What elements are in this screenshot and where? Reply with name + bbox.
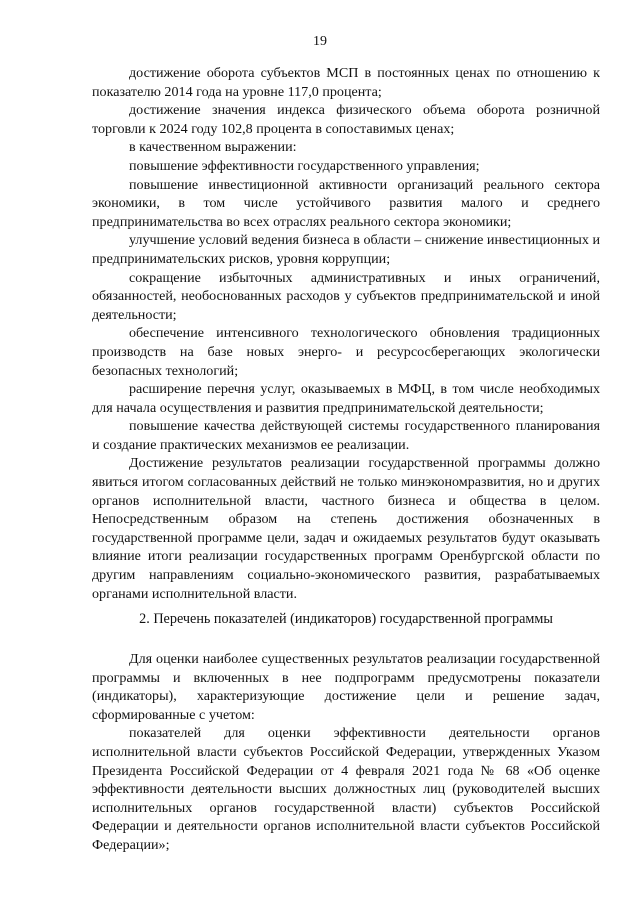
paragraph: повышение качества действующей системы государственного планирования и создание практических механизмов ее реализации. <box>92 418 600 453</box>
page-number: 19 <box>313 34 327 49</box>
paragraph: достижение значения индекса физического объема оборота розничной торговли к 2024 году 102,8 процента в сопоставимых ценах; <box>92 102 600 137</box>
paragraph: в качественном выражении: <box>129 139 297 156</box>
body-text-bottom <box>92 650 600 855</box>
paragraph: расширение перечня услуг, оказываемых в МФЦ, в том числе необходимых для начала осуществления и развития предпринимательской деятельности; <box>92 381 600 416</box>
paragraph: Для оценки наиболее существенных результатов реализации государственной программы и включенных в нее подпрограмм предусмотрены показатели (индикаторы), характеризующие достижение цели и решение задач, сформированные с учетом: <box>92 651 600 723</box>
paragraph: сокращение избыточных административных и иных ограничений, обязанностей, необоснованных расходов у субъектов предпринимательской и иной деятельности; <box>92 269 600 323</box>
paragraph: повышение инвестиционной активности организаций реального сектора экономики, в том числе устойчивого развития малого и среднего предпринимательства во всех отраслях реального сектора экономики; <box>92 176 600 230</box>
paragraph: Достижение результатов реализации государственной программы должно явиться итогом согласованных действий не только минэкономразвития, но и других органов исполнительной власти, частного бизнеса и общества в целом. Непосредственным образом на степень достижения обозначенных в государственной программе цели, задач и ожидаемых результатов будут оказывать влияние итоги реализации государственных программ Оренбургской области по другим направлениям социально-экономического развития, разрабатываемых органами исполнительной власти. <box>92 455 600 602</box>
paragraph: показателей для оценки эффективности деятельности органов исполнительной власти субъектов Российской Федерации, утвержденных Указом Президента Российской Федерации от 4 февраля 2021 года № 68 «Об оценке эффективности деятельности высших должностных лиц (руководителей высших исполнительных органов государственной власти) субъектов Российской Федерации и деятельности органов исполнительной власти субъектов Российской Федерации»; <box>92 725 600 853</box>
body-text-top <box>92 64 600 603</box>
paragraph: повышение эффективности государственного управления; <box>129 157 480 174</box>
paragraph: достижение оборота субъектов МСП в постоянных ценах по отношению к показателю 2014 года на уровне 117,0 процента; <box>92 65 600 100</box>
section-heading: 2. Перечень показателей (индикаторов) государственной программы <box>139 611 553 627</box>
paragraph: улучшение условий ведения бизнеса в области – снижение инвестиционных и предпринимательских рисков, уровня коррупции; <box>92 232 600 267</box>
paragraph: обеспечение интенсивного технологического обновления традиционных производств на базе новых энерго- и ресурсосберегающих экологически безопасных технологий; <box>92 325 600 379</box>
